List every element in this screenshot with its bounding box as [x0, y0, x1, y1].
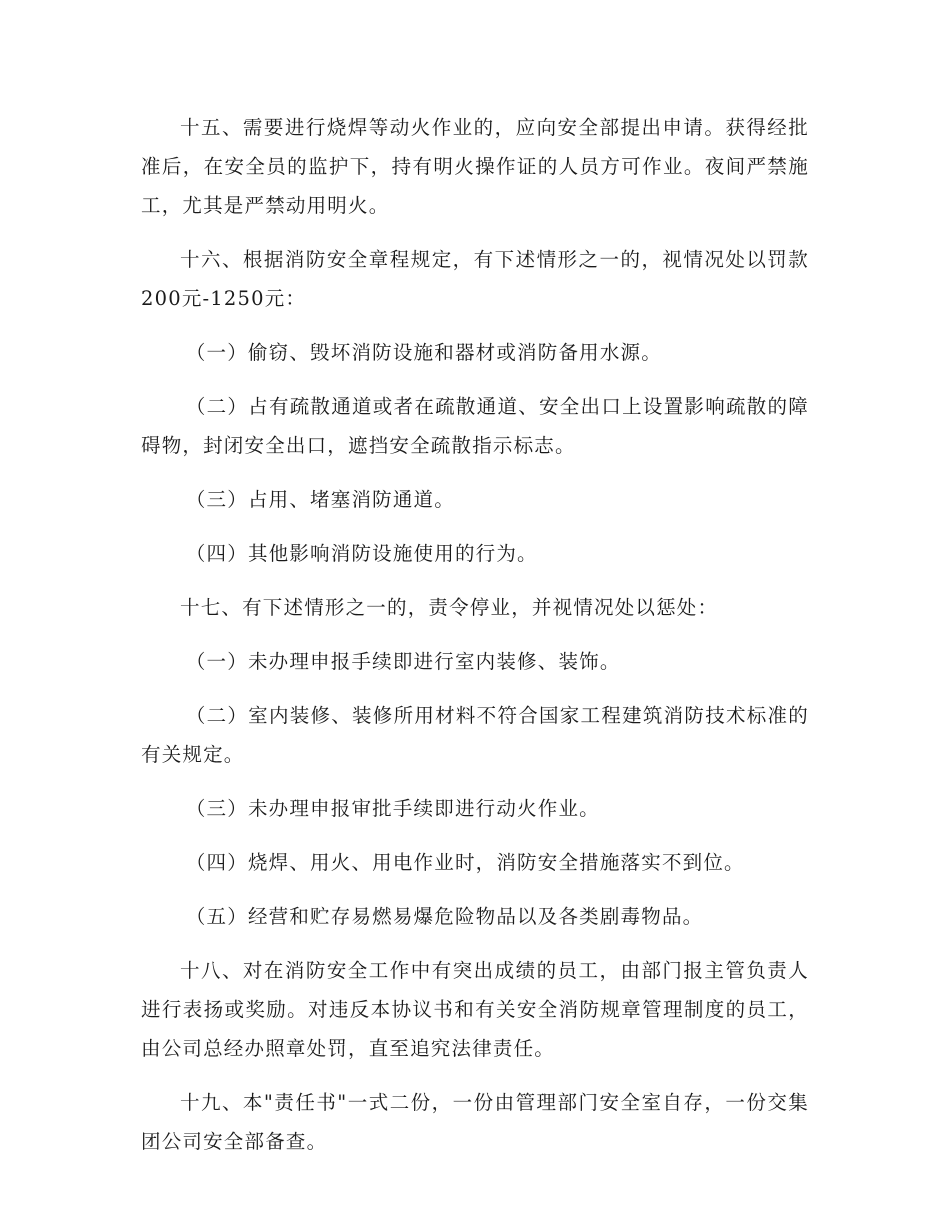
- paragraph-17-item-2: （二）室内装修、装修所用材料不符合国家工程建筑消防技术标准的有关规定。: [141, 704, 809, 766]
- paragraph-17-item-5: （五）经营和贮存易燃易爆危险物品以及各类剧毒物品。: [185, 905, 704, 928]
- paragraph-16-item-2: （二）占有疏散通道或者在疏散通道、安全出口上设置影响疏散的障碍物，封闭安全出口，遮挡安全疏散指示标志。: [141, 395, 809, 457]
- paragraph-16-item-4: （四）其他影响消防设施使用的行为。: [185, 542, 538, 565]
- paragraph-16: 十六、根据消防安全章程规定，有下述情形之一的，视情况处以罚款200元-1250元：: [141, 248, 809, 310]
- document-page: [141, 108, 809, 1176]
- paragraph-15: 十五、需要进行烧焊等动火作业的，应向安全部提出申请。获得经批准后，在安全员的监护下，持有明火操作证的人员方可作业。夜间严禁施工，尤其是严禁动用明火。: [141, 116, 809, 217]
- paragraph-16-item-1: （一）偷窃、毁坏消防设施和器材或消防备用水源。: [185, 341, 662, 364]
- paragraph-16-item-3: （三）占用、堵塞消防通道。: [185, 488, 455, 511]
- paragraph-17-item-4: （四）烧焊、用火、用电作业时，消防安全措施落实不到位。: [185, 851, 745, 874]
- paragraph-17: 十七、有下述情形之一的，责令停业，并视情况处以惩处：: [180, 596, 719, 619]
- paragraph-19: 十九、本"责任书"一式二份，一份由管理部门安全室自存，一份交集团公司安全部备查。: [141, 1091, 809, 1153]
- paragraph-17-item-3: （三）未办理申报审批手续即进行动火作业。: [185, 797, 600, 820]
- paragraph-18: 十八、对在消防安全工作中有突出成绩的员工，由部门报主管负责人进行表扬或奖励。对违反本协议书和有关安全消防规章管理制度的员工，由公司总经办照章处罚，直至追究法律责任。: [141, 959, 809, 1060]
- paragraph-17-item-1: （一）未办理申报手续即进行室内装修、装饰。: [185, 650, 621, 673]
